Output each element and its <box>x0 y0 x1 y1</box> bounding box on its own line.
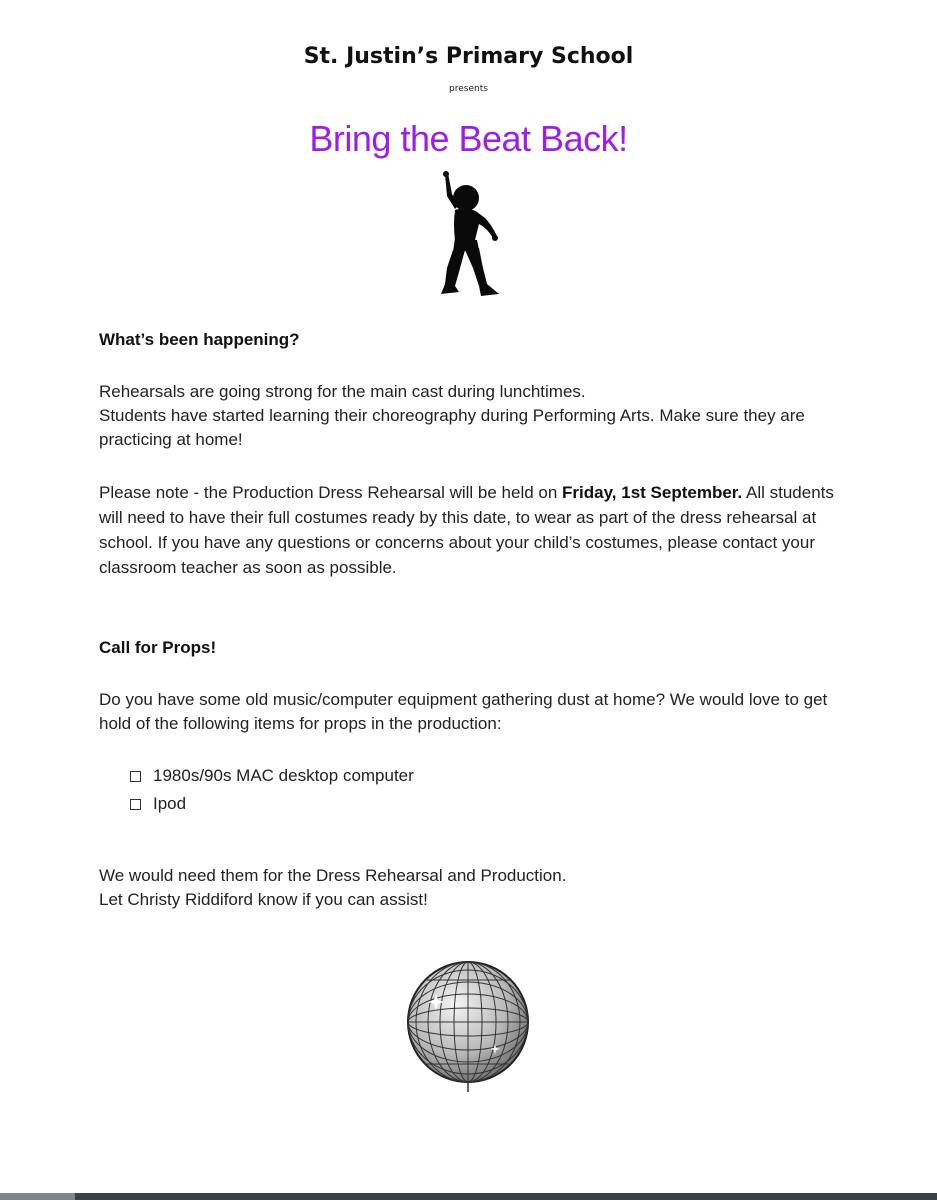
props-intro-paragraph: Do you have some old music/computer equipment gathering dust at home? We would love to get hold of the following items for props in the production: <box>99 690 828 733</box>
list-item-label: Ipod <box>153 794 187 813</box>
section-heading-whats-happening: What’s been happening? <box>99 330 300 349</box>
school-name: St. Justin’s Primary School <box>303 44 634 69</box>
dress-rehearsal-text <box>99 480 859 580</box>
show-title: Bring the Beat Back! <box>309 118 628 159</box>
checkbox-icon[interactable] <box>130 771 141 782</box>
closing-paragraph <box>99 864 859 912</box>
scrollbar-thumb[interactable] <box>0 1193 75 1200</box>
dress-rehearsal-rest: All students will need to have their full costumes ready by this date, to wear as part of the dress rehearsal at school. If you have any questions or concerns about your child’s costumes, please contact your classroom teacher as soon as possible. <box>99 483 834 577</box>
checkbox-icon[interactable] <box>130 799 141 810</box>
closing-line-1: We would need them for the Dress Rehearsal and Production. <box>99 866 567 885</box>
disco-ball-image <box>404 960 532 1094</box>
disco-dancer-image <box>425 168 515 300</box>
list-item-label: 1980s/90s MAC desktop computer <box>153 766 414 785</box>
presents-label: presents <box>449 84 488 94</box>
closing-line-2: Let Christy Riddiford know if you can assist! <box>99 890 428 909</box>
choreography-line: Students have started learning their choreography during Performing Arts. Make sure they are practicing at home! <box>99 406 805 449</box>
section-heading-call-for-props: Call for Props! <box>99 638 217 657</box>
dress-rehearsal-lead: Please note - the Production Dress Rehearsal will be held on <box>99 483 563 502</box>
rehearsals-line: Rehearsals are going strong for the main cast during lunchtimes. <box>99 382 586 401</box>
dress-rehearsal-date: Friday, 1st September. <box>562 483 743 502</box>
rehearsals-paragraph <box>99 380 859 452</box>
list-item <box>130 790 414 818</box>
window-bottom-bar <box>0 1193 937 1200</box>
list-item <box>130 762 414 790</box>
dress-rehearsal-paragraph <box>99 480 859 580</box>
props-checklist <box>130 762 414 818</box>
